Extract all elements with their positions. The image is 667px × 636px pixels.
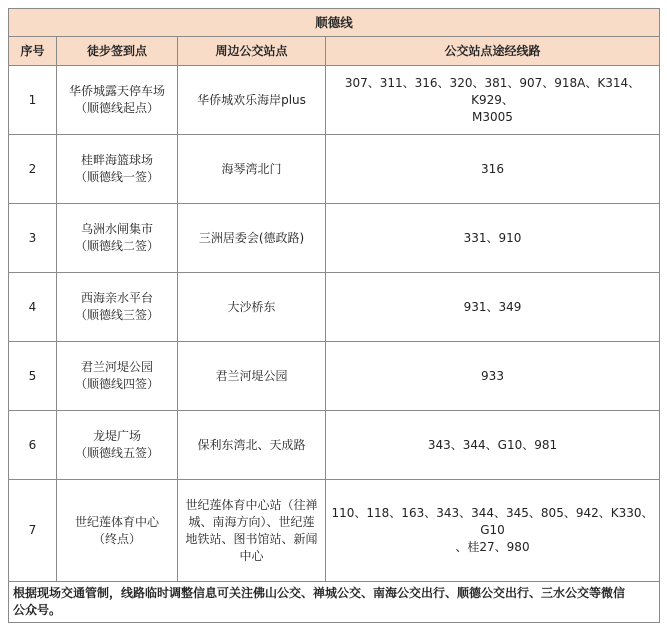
header-checkpoint: 徒步签到点 xyxy=(57,37,178,66)
routes-text: 933 xyxy=(481,368,504,383)
checkpoint-name: 世纪莲体育中心 xyxy=(74,514,159,529)
stops-cell xyxy=(178,342,326,411)
routes-cell xyxy=(326,342,660,411)
checkpoint-cell xyxy=(57,411,178,480)
note-row xyxy=(9,582,660,623)
table-header-row xyxy=(9,37,660,66)
table-row xyxy=(9,480,660,582)
checkpoint-name: 桂畔海篮球场 xyxy=(80,153,153,167)
stop-text: 华侨城欢乐海岸plus xyxy=(197,92,306,107)
checkpoint-cell xyxy=(57,480,178,582)
checkpoint-name: 西海亲水平台 xyxy=(80,291,153,305)
checkpoint-name: 君兰河堤公园 xyxy=(80,360,153,374)
routes-text: M3005 xyxy=(472,109,513,124)
table-title: 顺德线 xyxy=(9,9,660,37)
row-number: 3 xyxy=(9,204,57,273)
note-text: 根据现场交通管制，线路临时调整信息可关注佛山公交、禅城公交、南海公交出行、顺德公交出行、三水公交等微信 xyxy=(13,586,626,600)
row-number: 5 xyxy=(9,342,57,411)
stops-cell xyxy=(178,66,326,135)
routes-text: 343、344、G10、981 xyxy=(427,437,558,452)
stop-text: 城、南海方向）、世纪莲 xyxy=(188,514,315,529)
stops-cell xyxy=(178,411,326,480)
stop-text: 保利东湾北、天成路 xyxy=(197,437,306,452)
stops-cell xyxy=(178,135,326,204)
checkpoint-cell xyxy=(57,342,178,411)
note-text: 公众号。 xyxy=(13,603,62,617)
checkpoint-stage: （顺德线二签） xyxy=(74,239,159,253)
row-number: 7 xyxy=(9,480,57,582)
stop-text: 中心 xyxy=(239,548,264,563)
checkpoint-stage: （顺德线一签） xyxy=(74,170,159,184)
stop-text: 地铁站、图书馆站、新闻 xyxy=(185,531,318,546)
checkpoint-stage: （顺德线起点） xyxy=(74,101,159,115)
table-row xyxy=(9,66,660,135)
header-bus-stops: 周边公交站点 xyxy=(178,37,326,66)
table-row xyxy=(9,342,660,411)
routes-cell xyxy=(326,411,660,480)
header-bus-routes: 公交站点途经线路 xyxy=(326,37,660,66)
checkpoint-cell xyxy=(57,273,178,342)
table-title-row xyxy=(9,9,660,37)
checkpoint-stage: （顺德线四签） xyxy=(74,377,159,391)
stop-text: 世纪莲体育中心站（往禅 xyxy=(185,497,318,512)
stops-cell xyxy=(178,480,326,582)
routes-text: 110、118、163、343、344、345、805、942、K330、G10 xyxy=(331,506,654,537)
routes-text: 307、311、316、320、381、907、918A、K314、K929、 xyxy=(344,75,641,107)
checkpoint-name: 乌洲水闸集市 xyxy=(80,222,153,236)
header-index: 序号 xyxy=(9,37,57,66)
stop-text: 君兰河堤公园 xyxy=(215,368,288,383)
stop-text: 海琴湾北门 xyxy=(221,161,282,176)
stops-cell xyxy=(178,204,326,273)
row-number: 4 xyxy=(9,273,57,342)
checkpoint-stage: （顺德线五签） xyxy=(74,446,159,460)
table-row xyxy=(9,204,660,273)
stop-text: 大沙桥东 xyxy=(227,299,276,314)
routes-cell xyxy=(326,480,660,582)
stop-text: 三洲居委会(德政路) xyxy=(198,230,305,245)
row-number: 1 xyxy=(9,66,57,135)
checkpoint-cell xyxy=(57,135,178,204)
checkpoint-name: 华侨城露天停车场 xyxy=(68,84,165,98)
routes-cell xyxy=(326,135,660,204)
checkpoint-cell xyxy=(57,66,178,135)
routes-cell xyxy=(326,273,660,342)
routes-cell xyxy=(326,204,660,273)
route-table-container xyxy=(8,8,659,623)
checkpoint-stage: （顺德线三签） xyxy=(74,308,159,322)
traffic-note xyxy=(9,582,660,623)
row-number: 2 xyxy=(9,135,57,204)
routes-text: 、桂27、980 xyxy=(455,540,530,554)
checkpoint-stage: （终点） xyxy=(92,531,141,546)
checkpoint-cell xyxy=(57,204,178,273)
routes-text: 331、910 xyxy=(463,230,522,245)
routes-text: 316 xyxy=(481,161,504,176)
table-row xyxy=(9,411,660,480)
routes-cell xyxy=(326,66,660,135)
table-row xyxy=(9,135,660,204)
stops-cell xyxy=(178,273,326,342)
routes-text: 931、349 xyxy=(463,299,522,314)
table-row xyxy=(9,273,660,342)
checkpoint-name: 龙堤广场 xyxy=(92,429,141,443)
row-number: 6 xyxy=(9,411,57,480)
route-table xyxy=(8,8,660,623)
